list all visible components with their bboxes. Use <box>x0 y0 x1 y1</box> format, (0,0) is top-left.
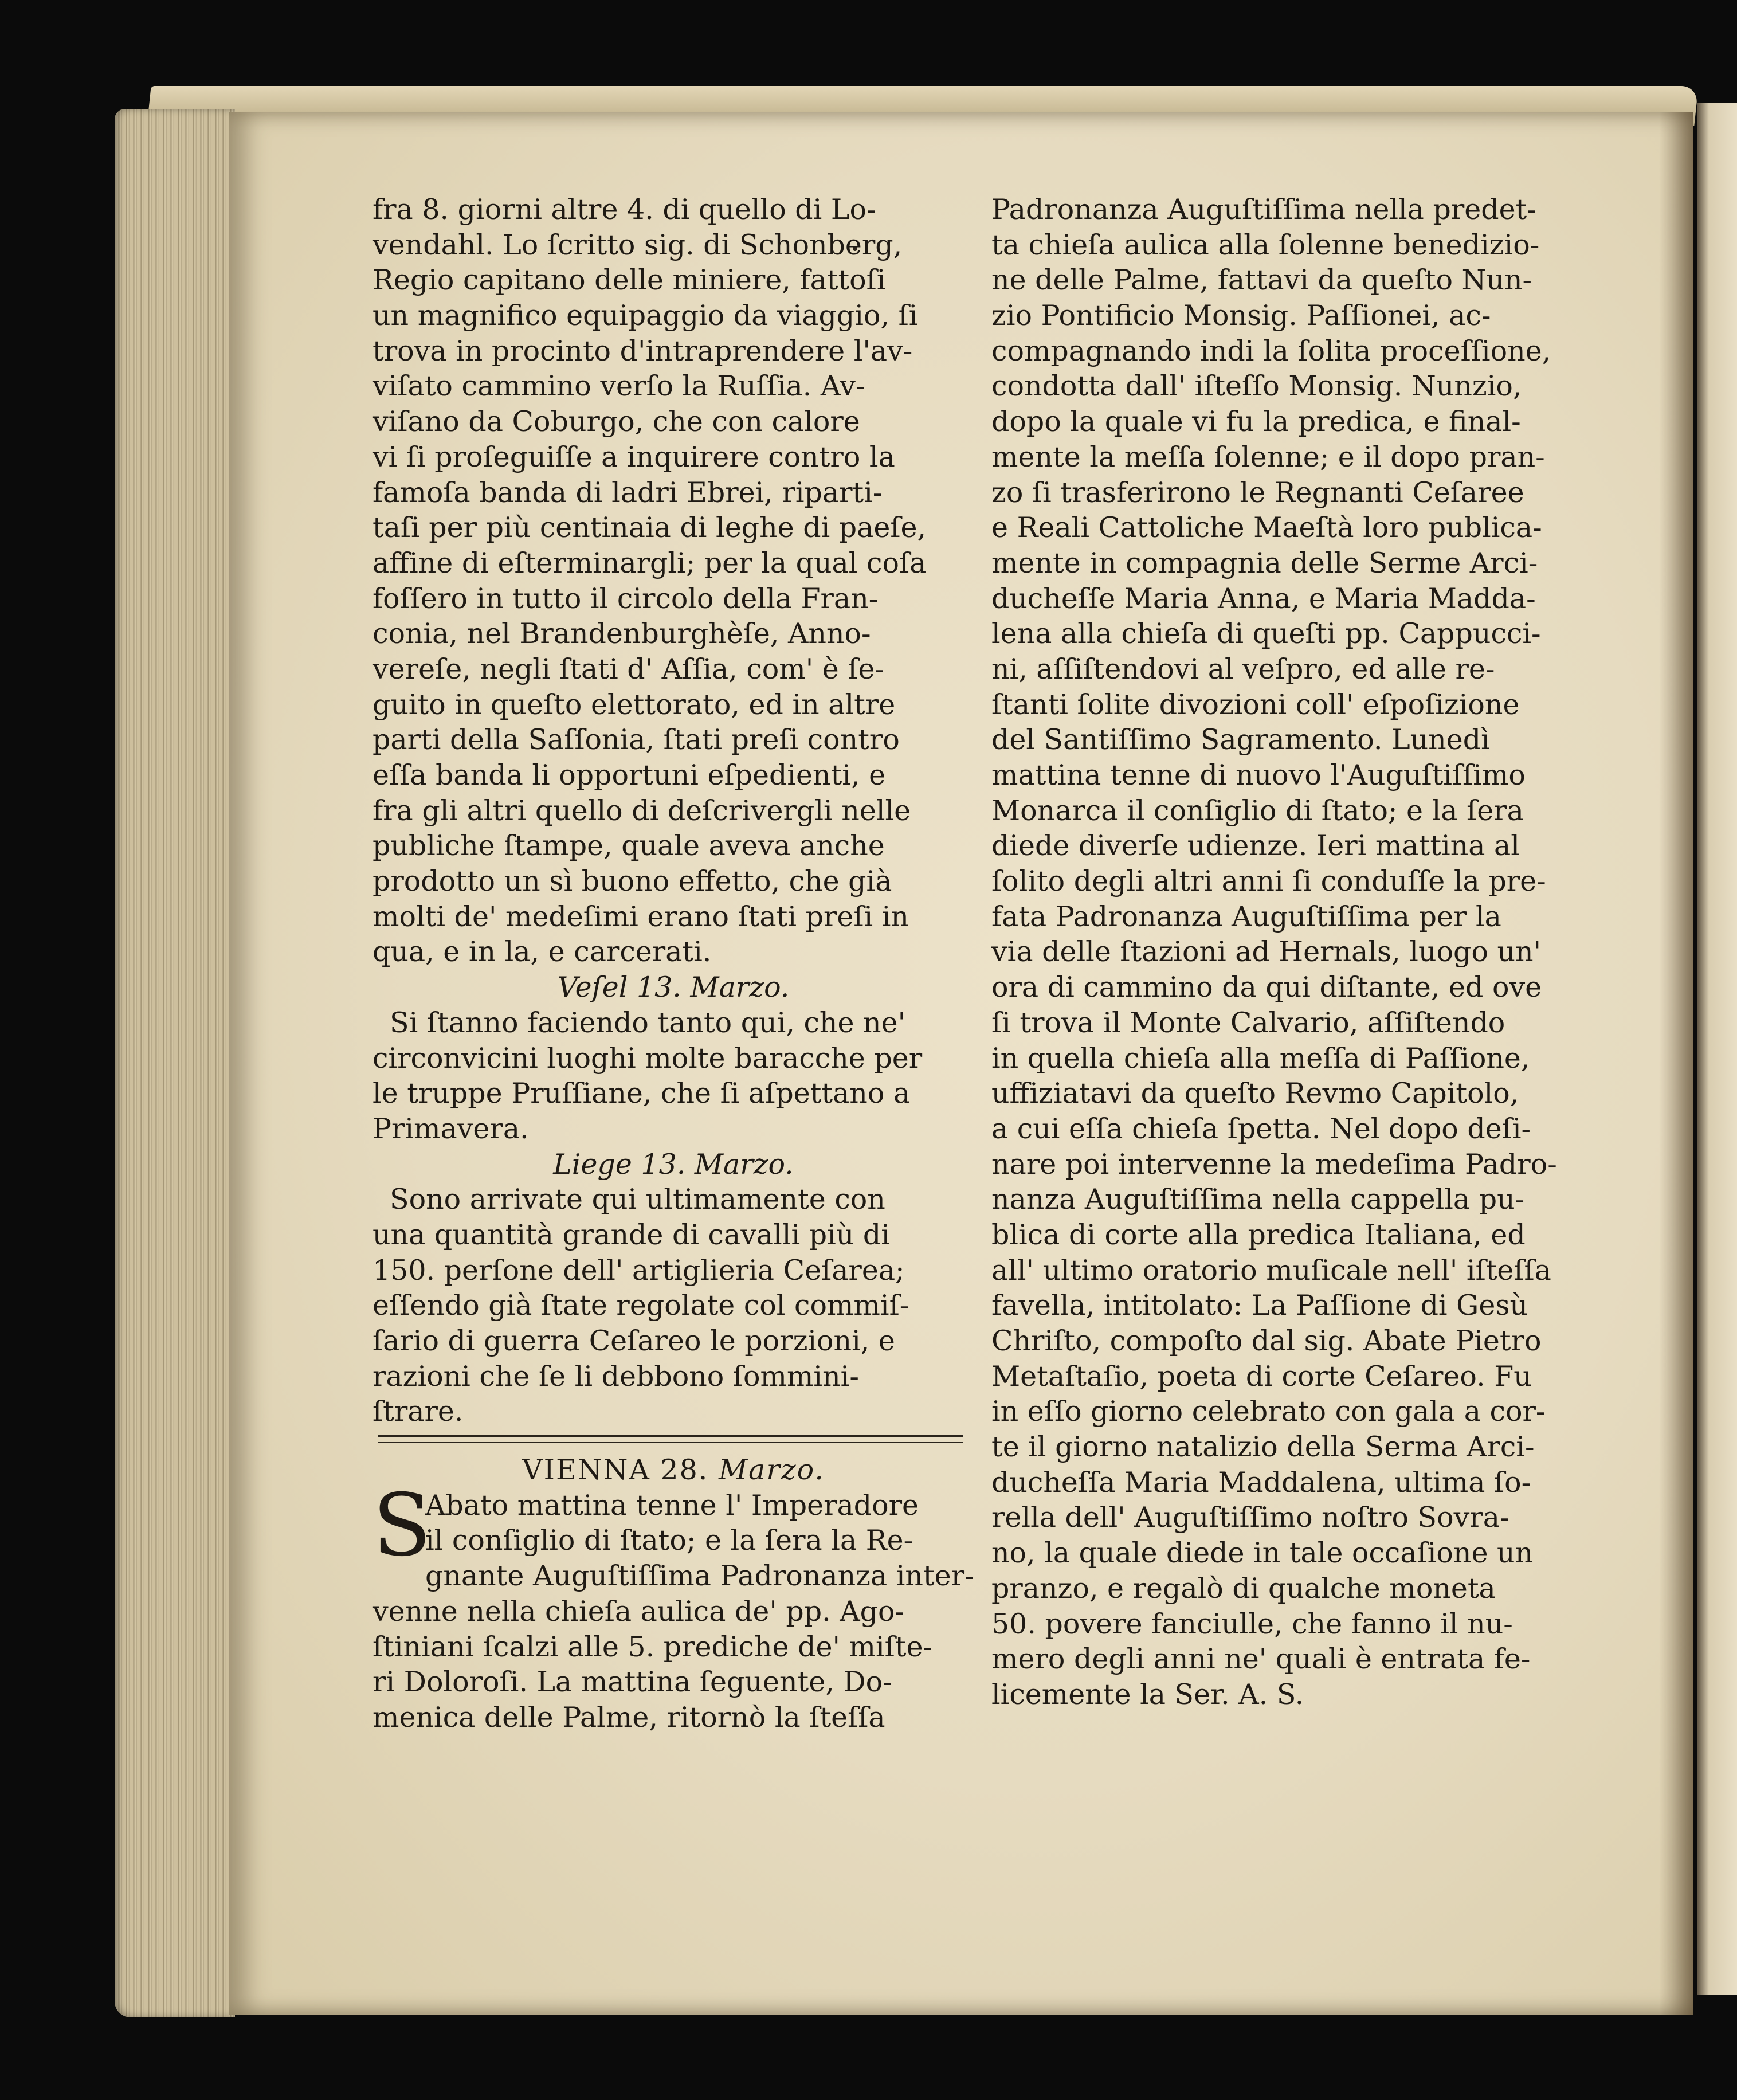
text-line: in eſſo giorno celebrato con gala a cor- <box>991 1395 1546 1428</box>
dateline-wesel: Veſel 13. Marzo. <box>557 971 790 1004</box>
text-line: lena alla chieſa di queſti pp. Cappucci- <box>991 617 1541 651</box>
text-line: viſano da Coburgo, che con calore <box>373 405 860 438</box>
text-line: mattina tenne di nuovo l'Auguſtiſſimo <box>991 759 1526 792</box>
text-line: diede diverſe udienze. Ieri mattina al <box>991 829 1520 863</box>
text-line: pranzo, e regalò di qualche moneta <box>991 1572 1496 1605</box>
text-line: foſſero in tutto il circolo della Fran- <box>373 582 879 615</box>
text-line: un magnifico equipaggio da viaggio, ſi <box>373 299 918 332</box>
text-line: taſi per più centinaia di leghe di paeſe, <box>373 511 927 544</box>
text-line: Primavera. <box>373 1112 529 1145</box>
text-line: fra gli altri quello di deſcrivergli nelle <box>373 794 911 827</box>
text-line: favella, intitolato: La Paſſione di Gesù <box>991 1289 1528 1322</box>
text-line: parti della Saſſonia, ſtati preſi contro <box>373 723 900 757</box>
text-line: ſario di guerra Ceſareo le porzioni, e <box>373 1325 895 1357</box>
text-line: fra 8. giorni altre 4. di quello di Lo- <box>373 193 876 226</box>
text-line: ducheſſa Maria Maddalena, ultima ſo- <box>991 1466 1531 1499</box>
text-line: una quantità grande di cavalli più di <box>373 1218 890 1251</box>
text-line: zio Pontificio Monsig. Paſſionei, ac- <box>991 299 1491 332</box>
text-line: gnante Auguſtiſſima Padronanza inter- <box>425 1560 974 1593</box>
dropcap-line: Abato mattina tenne l' Imperadore <box>425 1488 919 1522</box>
text-line: ſolito degli altri anni ſi conduſſe la pre- <box>991 865 1546 898</box>
text-line: Monarca il conſiglio di ſtato; e la ſera <box>991 794 1524 827</box>
text-line: licemente la Ser. A. S. <box>991 1678 1304 1711</box>
text-line: Sono arrivate qui ultimamente con <box>390 1183 885 1216</box>
text-line: famoſa banda di ladri Ebrei, riparti- <box>373 476 883 509</box>
text-line: uffiziatavi da queſto Revmo Capitolo, <box>991 1077 1519 1110</box>
text-line: ri Doloroſi. La mattina ſeguente, Do- <box>373 1666 892 1699</box>
text-line: mente in compagnia delle Serme Arci- <box>991 546 1538 579</box>
text-line: trova in procinto d'intraprendere l'av- <box>373 334 913 367</box>
drop-cap-letter: S <box>373 1475 432 1576</box>
text-line: ne delle Palme, fattavi da queſto Nun- <box>991 264 1532 297</box>
text-line: in quella chieſa alla meſſa di Paſſione, <box>991 1041 1530 1075</box>
text-line: menica delle Palme, ritornò la ſteſſa <box>373 1701 885 1734</box>
text-line: prodotto un sì buono effetto, che già <box>373 865 892 898</box>
text-line: te il giorno natalizio della Serma Arci- <box>991 1431 1535 1464</box>
text-line: mero degli anni ne' quali è entrata fe- <box>991 1643 1531 1676</box>
page-block-left-edge <box>115 109 235 2017</box>
text-line: publiche ſtampe, quale aveva anche <box>373 829 885 863</box>
right-column-paragraph-vienna-cont <box>991 192 1662 1713</box>
book-page <box>229 112 1693 2015</box>
text-line: circonvicini luoghi molte baracche per <box>373 1041 923 1075</box>
text-line: Padronanza Auguſtiſſima nella predet- <box>991 193 1536 226</box>
facing-page-edge <box>1697 103 1737 1995</box>
text-line: no, la quale diede in tale occaſione un <box>991 1537 1534 1570</box>
left-column-paragraph-liege <box>373 1182 974 1429</box>
text-line: nare poi intervenne la medeſima Padro- <box>991 1147 1557 1181</box>
vienna-opening <box>373 1475 974 1576</box>
dateline-liege: Liege 13. Marzo. <box>553 1147 794 1181</box>
text-line: 50. povere fanciulle, che fanno il nu- <box>991 1607 1513 1640</box>
text-line: Regio capitano delle miniere, fattoſi <box>373 264 886 297</box>
text-line: blica di corte alla predica Italiana, ed <box>991 1218 1526 1251</box>
text-line: fata Padronanza Auguſtiſſima per la <box>991 900 1501 933</box>
text-line: ſtrare. <box>373 1395 464 1428</box>
text-line: qua, e in la, e carcerati. <box>373 935 712 969</box>
vienna-city: VIENNA 28. <box>522 1453 709 1487</box>
text-line: ſi trova il Monte Calvario, aſſiſtendo <box>991 1006 1505 1039</box>
text-line: vendahl. Lo ſcritto sig. di Schonberg, <box>373 228 903 261</box>
text-line: compagnando indi la ſolita proceſſione, <box>991 334 1551 367</box>
text-line: dopo la quale vi fu la predica, e final- <box>991 405 1521 438</box>
vienna-month: Marzo. <box>718 1453 825 1487</box>
text-line: razioni che ſe li debbono ſommini- <box>373 1359 859 1393</box>
section-divider-rule <box>373 1429 974 1452</box>
text-line: guito in queſto elettorato, ed in altre <box>373 688 896 721</box>
text-line: Si ſtanno faciendo tanto qui, che ne' <box>390 1006 906 1039</box>
text-line: mente la meſſa ſolenne; e il dopo pran- <box>991 440 1545 473</box>
text-line: 150. perſone dell' artiglieria Ceſarea; <box>373 1253 905 1287</box>
text-line: a cui eſſa chieſa ſpetta. Nel dopo deſi- <box>991 1112 1531 1145</box>
text-line: ora di cammino da qui diſtante, ed ove <box>991 971 1542 1004</box>
right-column <box>991 192 1662 1713</box>
left-column-paragraph-lovendahl <box>373 192 974 970</box>
text-line: del Santiſſimo Sagramento. Lunedì <box>991 723 1490 757</box>
left-column-paragraph-wesel <box>373 1005 974 1147</box>
text-line: zo ſi trasferirono le Regnanti Ceſaree <box>991 476 1524 509</box>
dropcap-line: il conſiglio di ſtato; e la ſera la Re- <box>425 1524 913 1557</box>
text-line: all' ultimo oratorio muſicale nell' iſteſſa <box>991 1253 1551 1287</box>
text-line: condotta dall' iſteſſo Monsig. Nunzio, <box>991 370 1522 403</box>
text-line: affine di eſterminargli; per la qual coſa <box>373 546 927 579</box>
text-line: ta chieſa aulica alla ſolenne benedizio- <box>991 228 1540 261</box>
text-line: molti de' medeſimi erano ſtati preſi in <box>373 900 909 933</box>
page-gutter-shadow <box>1659 112 1693 2015</box>
text-line: Chriſto, compoſto dal sig. Abate Pietro <box>991 1325 1542 1357</box>
text-line: ſtanti ſolite divozioni coll' eſpoſizione <box>991 688 1520 721</box>
text-line: vereſe, negli ſtati d' Aſſia, com' è ſe- <box>373 652 885 685</box>
text-line: rella dell' Auguſtiſſimo noſtro Sovra- <box>991 1501 1509 1534</box>
text-line: viſato cammino verſo la Ruſſia. Av- <box>373 370 865 403</box>
text-line: vi ſi proſeguiſſe a inquirere contro la <box>373 440 895 473</box>
left-column <box>373 192 974 1735</box>
text-line: Metaſtaſio, poeta di corte Ceſareo. Fu <box>991 1359 1532 1393</box>
text-line: eſſa banda li opportuni eſpedienti, e <box>373 759 886 792</box>
text-line: conia, nel Brandenburghèſe, Anno- <box>373 617 871 651</box>
text-line: eſſendo già ſtate regolate col commiſ- <box>373 1289 909 1322</box>
text-line: ſtiniani ſcalzi alle 5. prediche de' miſte- <box>373 1630 933 1663</box>
text-line: e Reali Cattoliche Maeſtà loro publica- <box>991 511 1542 544</box>
left-column-paragraph-vienna <box>373 1558 974 1735</box>
text-line: venne nella chieſa aulica de' pp. Ago- <box>373 1594 905 1628</box>
dateline-vienna <box>373 1452 974 1488</box>
text-line: ni, aſſiſtendovi al veſpro, ed alle re- <box>991 652 1495 685</box>
text-line: via delle ſtazioni ad Hernals, luogo un' <box>991 935 1542 969</box>
text-line: le truppe Pruſſiane, che ſi aſpettano a <box>373 1077 911 1110</box>
text-line: nanza Auguſtiſſima nella cappella pu- <box>991 1183 1525 1216</box>
text-line: ducheſſe Maria Anna, e Maria Madda- <box>991 582 1536 615</box>
